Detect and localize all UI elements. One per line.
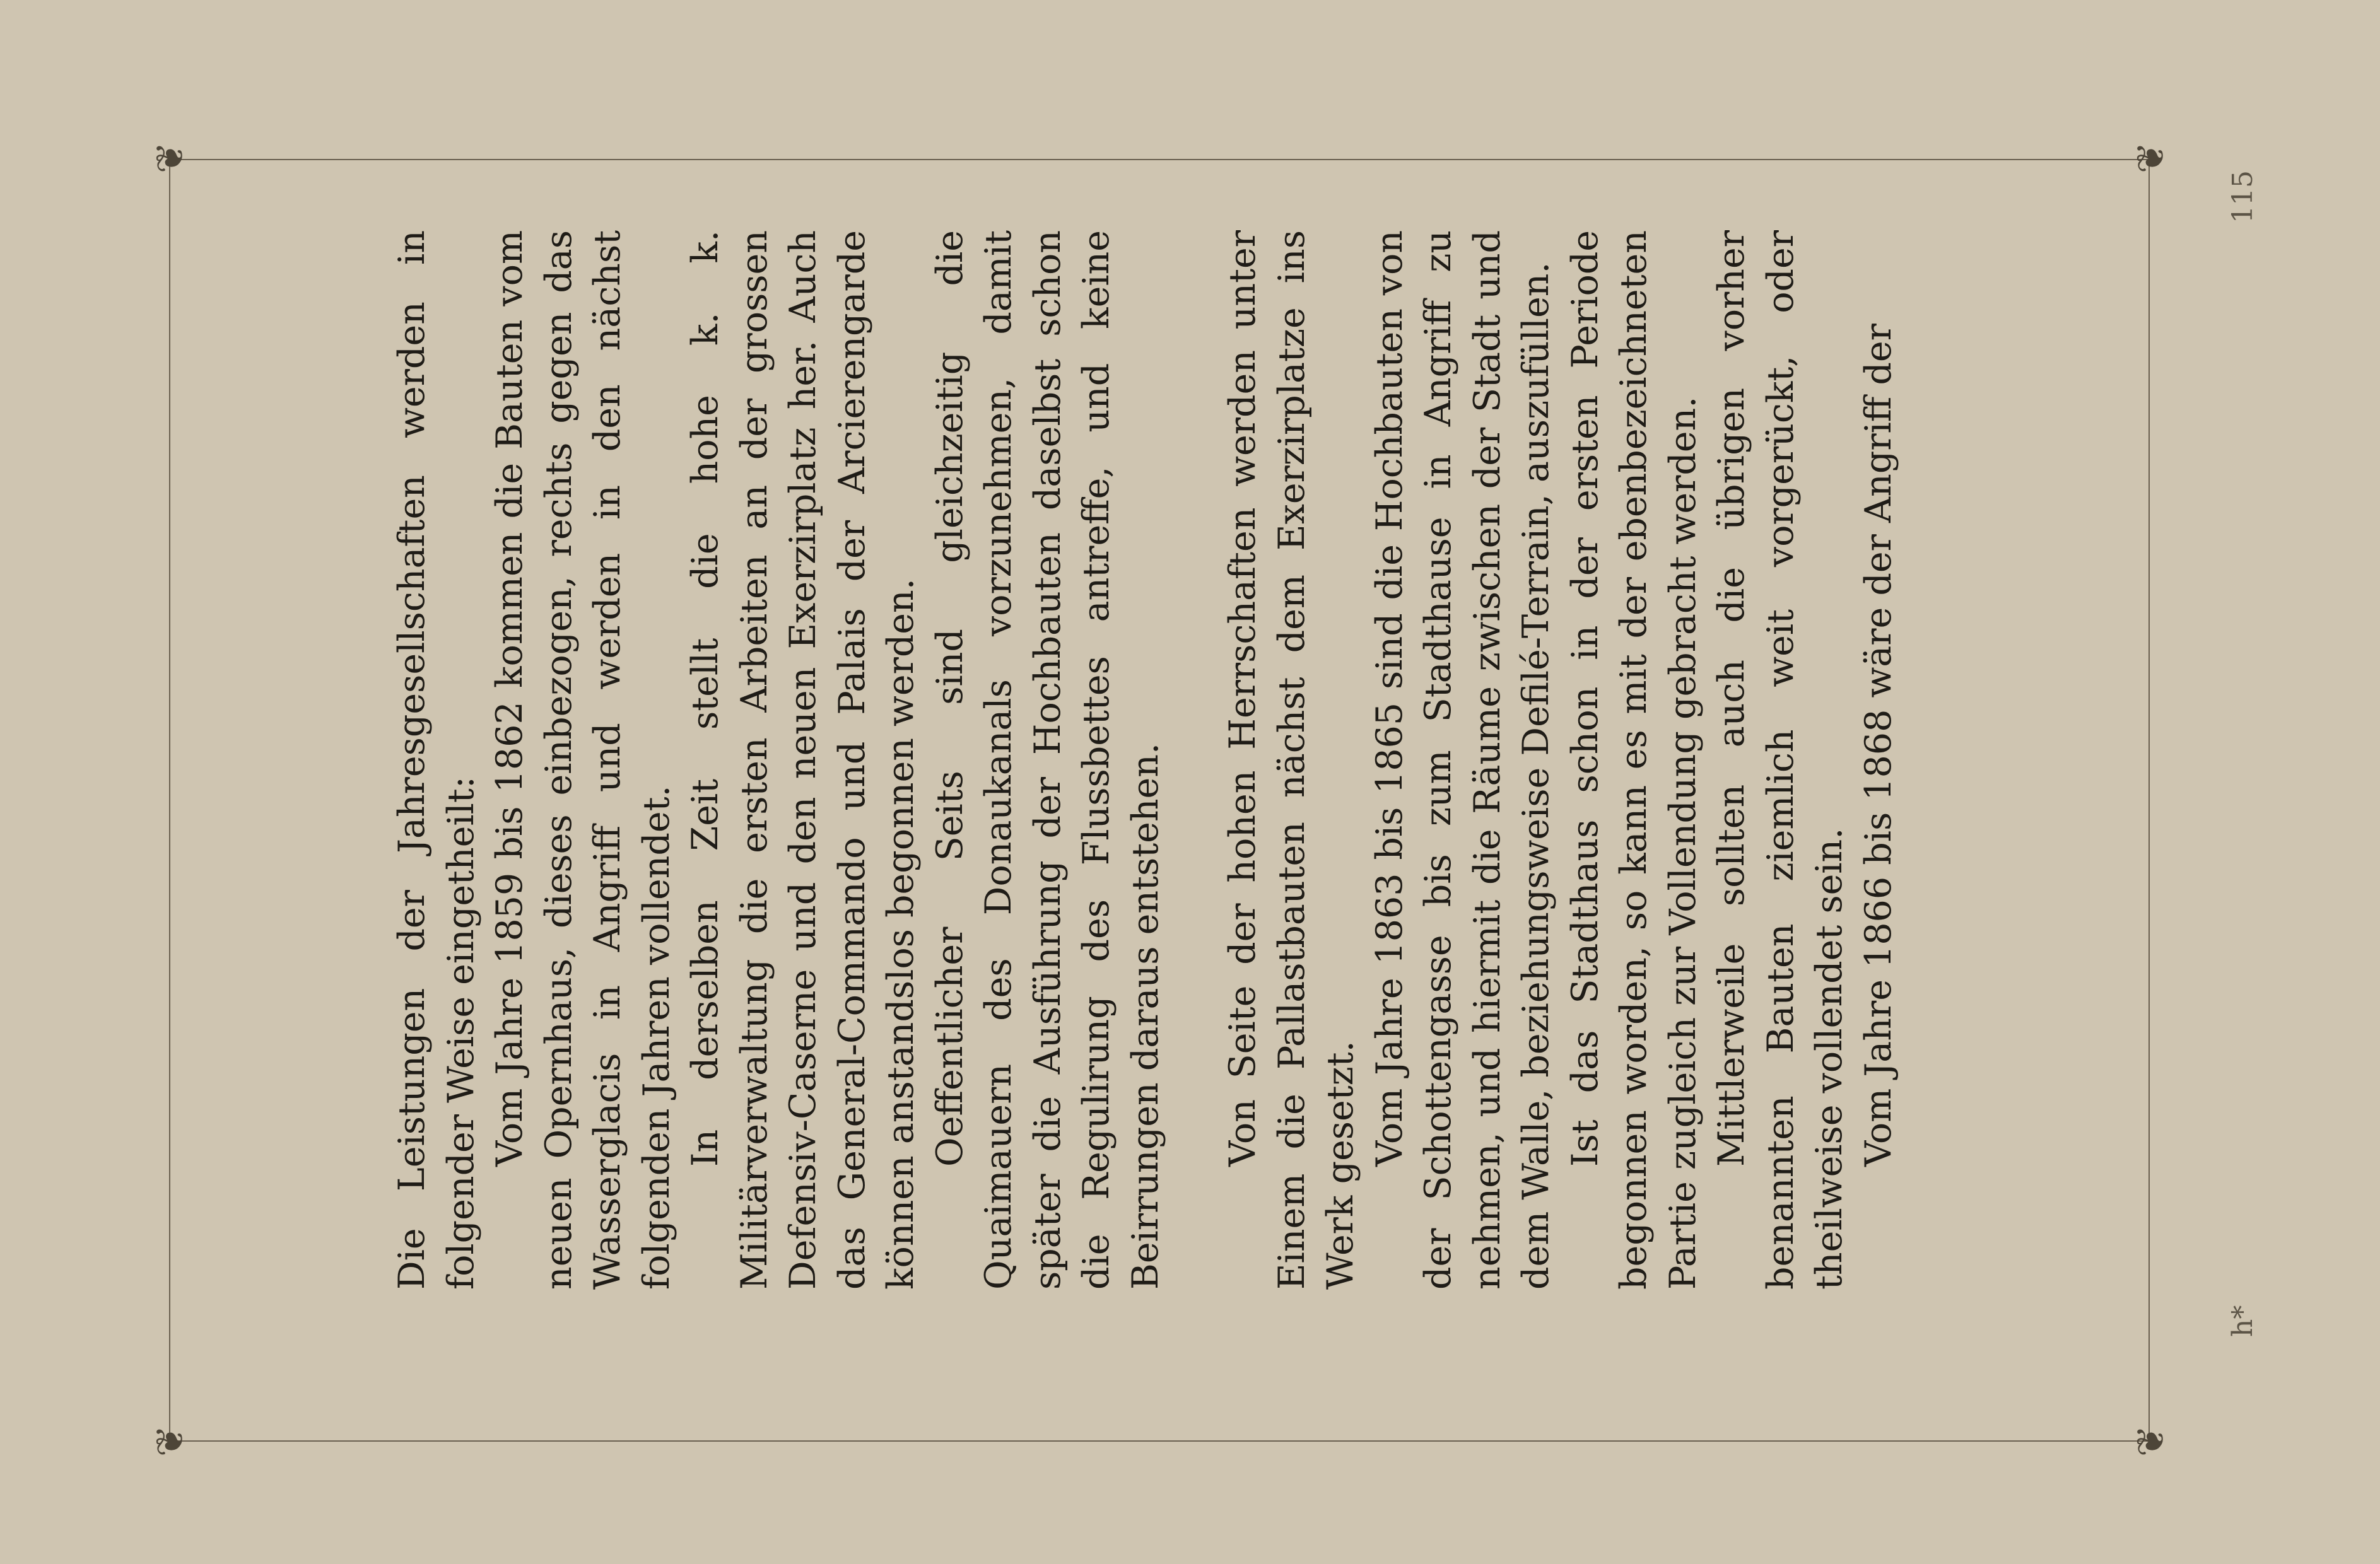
- paragraph: Vom Jahre 1866 bis 1868 wäre der Angriff der: [1857, 324, 1899, 1167]
- corner-ornament-icon: ❦: [148, 141, 192, 174]
- corner-ornament-icon: ❦: [2129, 1425, 2173, 1457]
- paragraph: Vom Jahre 1859 bis 1862 kommen die Bauten vom neuen Opernhaus, dieses einbezogen, rechts gegen das Wasserglacis in Angriff und werden in den nächst folgenden Jahren vollendet.: [489, 230, 677, 1290]
- paragraph: Ist das Stadthaus schon in der ersten Periode begonnen worden, so kann es mit der ebenbezeichneten Partie zugleich zur Vollendung gebracht werden.: [1564, 230, 1704, 1290]
- page-number: 115: [2227, 170, 2259, 223]
- paragraph: In derselben Zeit stellt die hohe k. k. Militärverwaltung die ersten Arbeiten an der grossen Defensiv-Caserne und den neuen Exerzirplatz her. Auch das General-Commando und Palais der Arcierengarde können anstandslos begonnen werden.: [684, 230, 922, 1290]
- body-text: [388, 230, 1903, 1290]
- paragraph: Von Seite der hohen Herrschaften werden unter Einem die Pallastbauten nächst dem Exerzirplatze ins Werk gesetzt.: [1222, 230, 1361, 1290]
- paragraph: Oeffentlicher Seits sind gleichzeitig die Quaimauern des Donaukanals vorzunehmen, damit später die Ausführung der Hochbauten daselbst schon die Regulirung des Flussbettes antreffe, und keine Beirrungen daraus entstehen.: [929, 230, 1166, 1290]
- paragraph: Vom Jahre 1863 bis 1865 sind die Hochbauten von der Schottengasse bis zum Stadthause in Angriff zu nehmen, und hiermit die Räume zwischen der Stadt und dem Walle, beziehungsweise Defilé-Terrain, auszufüllen.: [1368, 230, 1557, 1290]
- signature-mark: h*: [2227, 1305, 2259, 1337]
- paragraph: Mittlerweile sollten auch die übrigen vorher benannten Bauten ziemlich weit vorgerückt, oder theilweise vollendet sein.: [1711, 230, 1850, 1290]
- paragraph: Die Leistungen der Jahresgesellschaften werden in folgender Weise eingetheilt:: [391, 230, 482, 1290]
- corner-ornament-icon: ❦: [2129, 141, 2173, 174]
- corner-ornament-icon: ❦: [148, 1425, 192, 1457]
